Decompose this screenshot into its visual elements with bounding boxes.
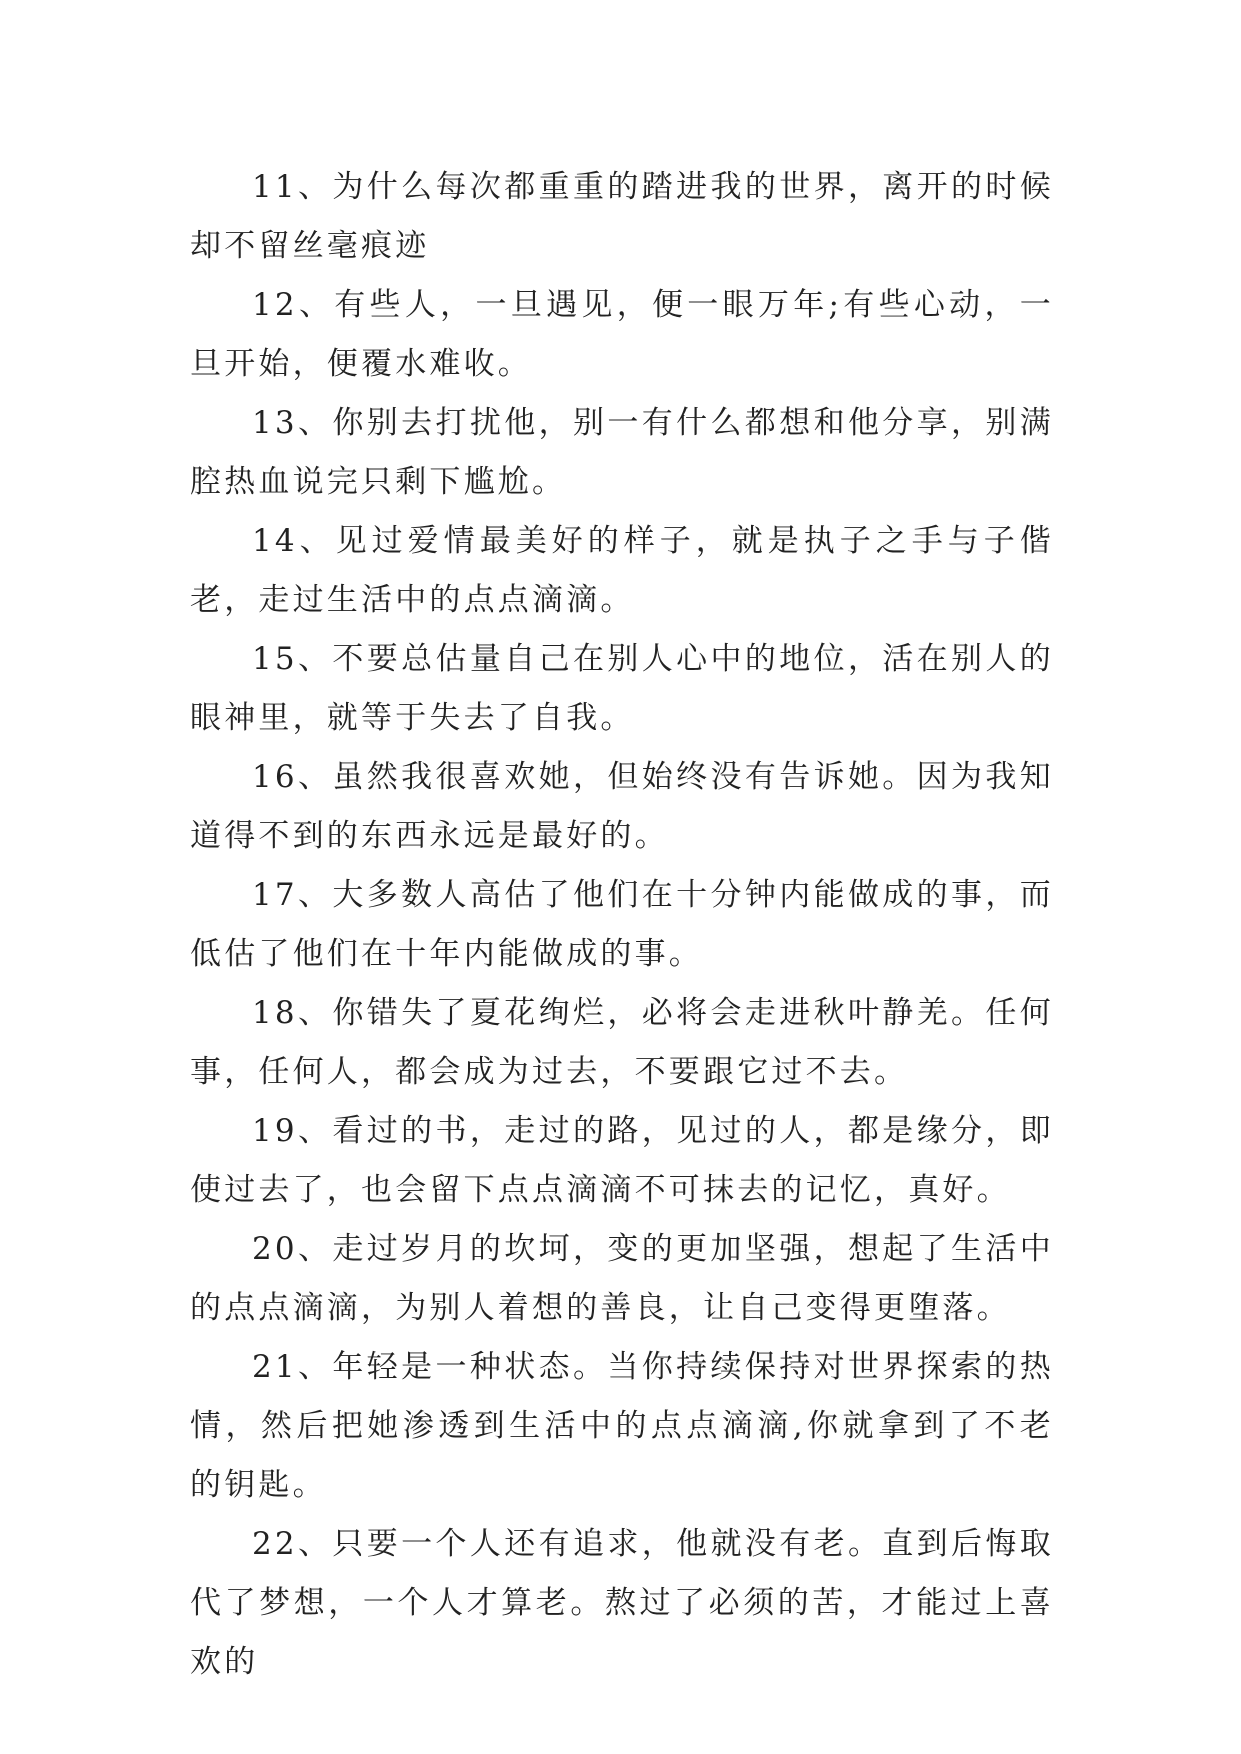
paragraph-12: 12、有些人，一旦遇见，便一眼万年;有些心动，一旦开始，便覆水难收。 [190, 287, 1054, 382]
paragraph-14: 14、见过爱情最美好的样子，就是执子之手与子偕老，走过生活中的点点滴滴。 [190, 523, 1054, 618]
paragraph-19: 19、看过的书，走过的路，见过的人，都是缘分，即使过去了，也会留下点点滴滴不可抹去的记忆，真好。 [190, 1113, 1054, 1208]
paragraph-15: 15、不要总估量自己在别人心中的地位，活在别人的眼神里，就等于失去了自我。 [190, 641, 1054, 736]
paragraph-20: 20、走过岁月的坎坷，变的更加坚强，想起了生活中的点点滴滴，为别人着想的善良，让自己变得更堕落。 [190, 1231, 1054, 1326]
paragraph-11: 11、为什么每次都重重的踏进我的世界，离开的时候却不留丝毫痕迹 [190, 169, 1054, 264]
paragraph-13: 13、你别去打扰他，别一有什么都想和他分享，别满腔热血说完只剩下尴尬。 [190, 405, 1054, 500]
paragraph-18: 18、你错失了夏花绚烂，必将会走进秋叶静羌。任何事，任何人，都会成为过去，不要跟它过不去。 [190, 995, 1054, 1090]
document-body [190, 158, 1054, 1692]
paragraph-16: 16、虽然我很喜欢她，但始终没有告诉她。因为我知道得不到的东西永远是最好的。 [190, 759, 1054, 854]
paragraph-22: 22、只要一个人还有追求，他就没有老。直到后悔取代了梦想，一个人才算老。熬过了必须的苦，才能过上喜欢的 [190, 1526, 1054, 1680]
paragraph-21: 21、年轻是一种状态。当你持续保持对世界探索的热情，然后把她渗透到生活中的点点滴滴,你就拿到了不老的钥匙。 [190, 1349, 1054, 1503]
paragraph-17: 17、大多数人高估了他们在十分钟内能做成的事，而低估了他们在十年内能做成的事。 [190, 877, 1054, 972]
